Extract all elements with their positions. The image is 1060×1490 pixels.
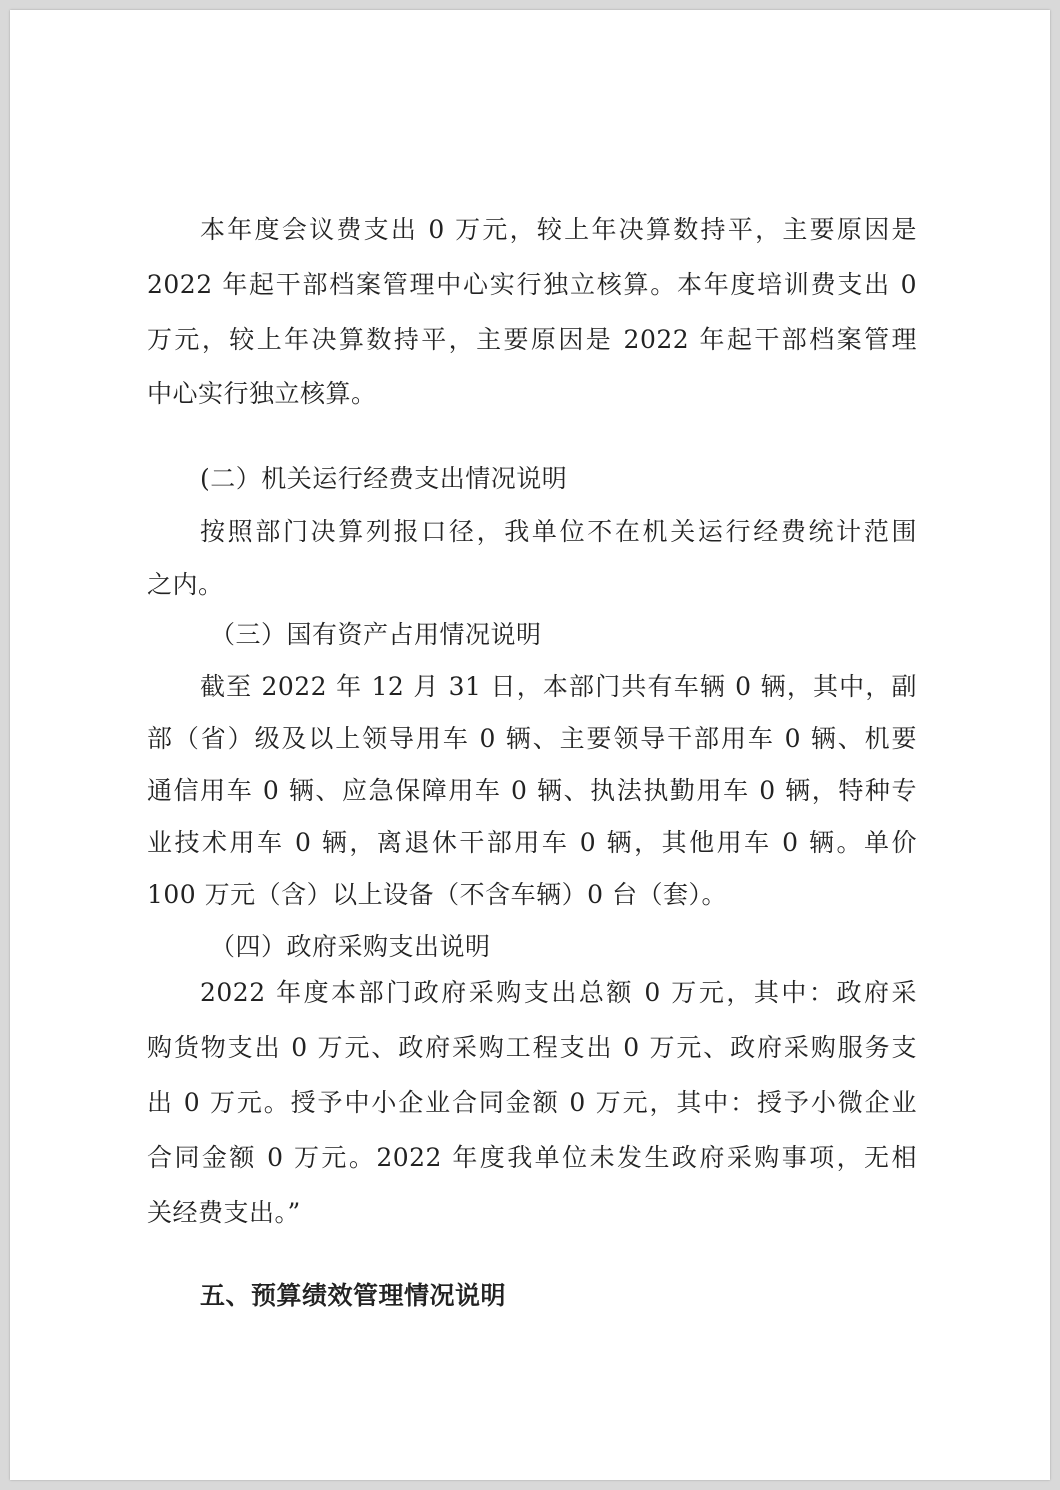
paragraph-line: 本年度会议费支出 0 万元，较上年决算数持平，主要原因是 xyxy=(200,215,917,244)
paragraph-line: 按照部门决算列报口径，我单位不在机关运行经费统计范围 xyxy=(200,517,917,546)
paragraph-line: 业技术用车 0 辆，离退休干部用车 0 辆，其他用车 0 辆。单价 xyxy=(147,828,917,857)
paragraph-line: 关经费支出。” xyxy=(147,1198,301,1227)
paragraph-line: 中心实行独立核算。 xyxy=(147,379,377,408)
paragraph-line: 100 万元（含）以上设备（不含车辆）0 台（套）。 xyxy=(147,880,728,909)
paragraph-line: 之内。 xyxy=(147,570,224,599)
paragraph-line: 通信用车 0 辆、应急保障用车 0 辆、执法执勤用车 0 辆，特种专 xyxy=(147,776,917,805)
section-heading: （四）政府采购支出说明 xyxy=(210,932,491,961)
paragraph-line: 部（省）级及以上领导用车 0 辆、主要领导干部用车 0 辆、机要 xyxy=(147,724,917,753)
paragraph-line: 2022 年度本部门政府采购支出总额 0 万元，其中：政府采 xyxy=(200,978,917,1007)
paragraph-line: 合同金额 0 万元。2022 年度我单位未发生政府采购事项，无相 xyxy=(147,1143,917,1172)
paragraph-line: 万元，较上年决算数持平，主要原因是 2022 年起干部档案管理 xyxy=(147,325,917,354)
paragraph-line: 2022 年起干部档案管理中心实行独立核算。本年度培训费支出 0 xyxy=(147,270,917,299)
paragraph-line: 购货物支出 0 万元、政府采购工程支出 0 万元、政府采购服务支 xyxy=(147,1033,917,1062)
paragraph-line: 截至 2022 年 12 月 31 日，本部门共有车辆 0 辆，其中，副 xyxy=(200,672,917,701)
document-page xyxy=(10,10,1050,1480)
chapter-heading: 五、预算绩效管理情况说明 xyxy=(200,1281,507,1310)
section-heading: (二）机关运行经费支出情况说明 xyxy=(200,464,568,493)
paragraph-line: 出 0 万元。授予中小企业合同金额 0 万元，其中：授予小微企业 xyxy=(147,1088,917,1117)
section-heading: （三）国有资产占用情况说明 xyxy=(210,620,542,649)
